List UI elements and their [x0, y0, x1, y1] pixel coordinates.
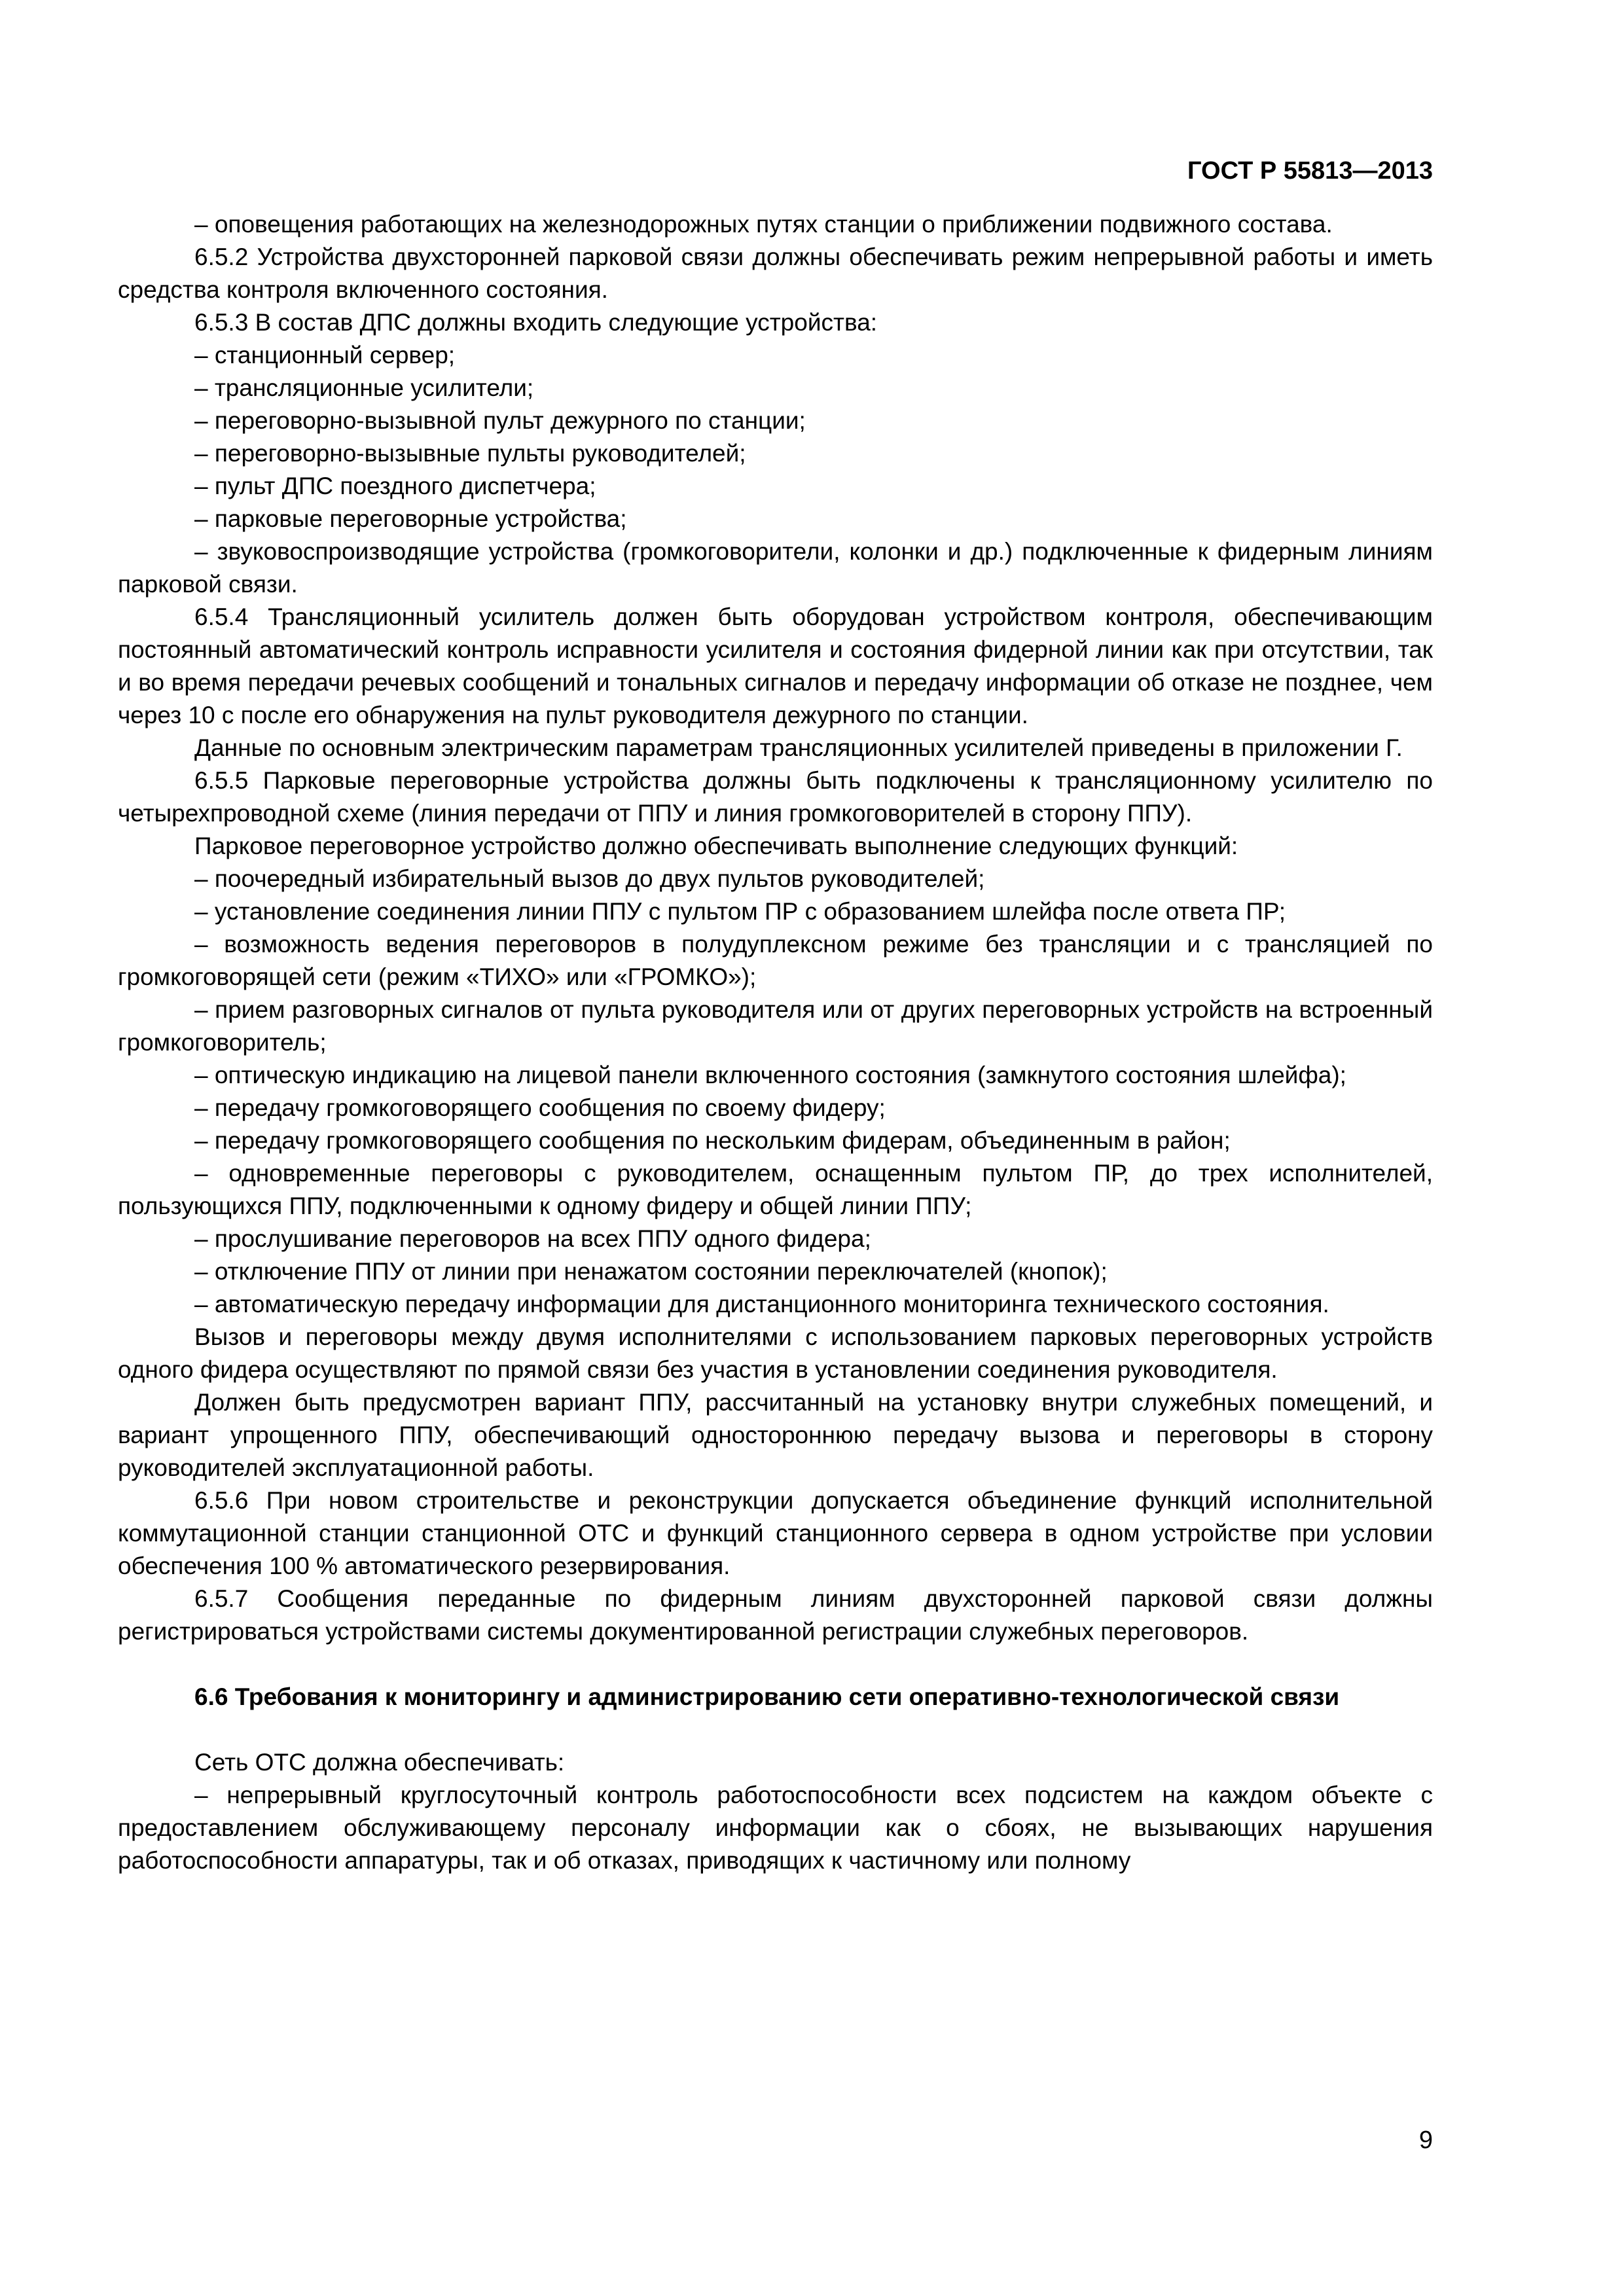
page-number: 9 [1418, 2126, 1433, 2154]
paragraph: – парковые переговорные устройства; [194, 505, 627, 532]
paragraph: – передачу громкоговорящего сообщения по своему фидеру; [194, 1094, 886, 1121]
paragraph: – оптическую индикацию на лицевой панели включенного состояния (замкнутого состояния шлейфа); [194, 1062, 1346, 1088]
paragraph: – оповещения работающих на железнодорожных путях станции о приближении подвижного состава. [194, 211, 1333, 238]
paragraph: – поочередный избирательный вызов до двух пультов руководителей; [194, 865, 985, 892]
paragraph: – прием разговорных сигналов от пульта руководителя или от других переговорных устройств на встроенный громкоговоритель; [118, 996, 1433, 1056]
paragraph: 6.5.6 При новом строительстве и реконструкции допускается объединение функций исполнительной коммутационной станции станционной ОТС и функций станционного сервера в одном устройстве при условии обеспечения 100 % автоматического резервирования. [118, 1487, 1433, 1579]
paragraph: 6.5.4 Трансляционный усилитель должен быть оборудован устройством контроля, обеспечивающим постоянный автоматический контроль исправности усилителя и состояния фидерной линии как при отсутствии, так и во время передачи речевых сообщений и тональных сигналов и передачу информации об отказе не позднее, чем через 10 с после его обнаружения на пульт руководителя дежурного по станции. [118, 603, 1433, 728]
paragraph: 6.5.2 Устройства двухсторонней парковой связи должны обеспечивать режим непрерывной работы и иметь средства контроля включенного состояния. [118, 243, 1433, 303]
paragraph: Вызов и переговоры между двумя исполнителями с использованием парковых переговорных устройств одного фидера осуществляют по прямой связи без участия в установлении соединения руководителя. [118, 1323, 1433, 1383]
document-body [118, 208, 1433, 1877]
paragraph: Сеть ОТС должна обеспечивать: [194, 1749, 565, 1776]
paragraph: – звуковоспроизводящие устройства (громкоговорители, колонки и др.) подключенные к фидерным линиям парковой связи. [118, 538, 1433, 598]
paragraph: Данные по основным электрическим параметрам трансляционных усилителей приведены в приложении Г. [194, 734, 1403, 761]
paragraph-list [118, 208, 1433, 1648]
paragraph: – передачу громкоговорящего сообщения по нескольким фидерам, объединенным в район; [194, 1127, 1231, 1154]
paragraph: – трансляционные усилители; [194, 374, 534, 401]
paragraph: – прослушивание переговоров на всех ППУ одного фидера; [194, 1225, 871, 1252]
paragraph: – одновременные переговоры с руководителем, оснащенным пультом ПР, до трех исполнителей, пользующихся ППУ, подключенными к одному фидеру и общей линии ППУ; [118, 1160, 1433, 1219]
paragraph: – отключение ППУ от линии при ненажатом состоянии переключателей (кнопок); [194, 1258, 1108, 1285]
paragraph: – переговорно-вызывные пульты руководителей; [194, 440, 746, 467]
paragraph: – непрерывный круглосуточный контроль работоспособности всех подсистем на каждом объекте с предоставлением обслуживающему персоналу информации как о сбоях, не вызывающих нарушения работоспособности аппаратуры, так и об отказах, приводящих к частичному или полному [118, 1782, 1433, 1874]
paragraph: 6.5.5 Парковые переговорные устройства должны быть подключены к трансляционному усилителю по четырехпроводной схеме (линия передачи от ППУ и линия громкоговорителей в сторону ППУ). [118, 767, 1433, 827]
paragraph: – пульт ДПС поездного диспетчера; [194, 473, 596, 499]
paragraph: – станционный сервер; [194, 342, 456, 368]
section-heading: 6.6 Требования к мониторингу и администрированию сети оперативно-технологической связи [194, 1683, 1340, 1710]
paragraph: – автоматическую передачу информации для дистанционного мониторинга технического состояния. [194, 1291, 1329, 1318]
section-paragraph-list [118, 1746, 1433, 1877]
paragraph: Парковое переговорное устройство должно обеспечивать выполнение следующих функций: [194, 833, 1238, 859]
paragraph: – установление соединения линии ППУ с пультом ПР с образованием шлейфа после ответа ПР; [194, 898, 1286, 925]
paragraph: Должен быть предусмотрен вариант ППУ, рассчитанный на установку внутри служебных помещений, и вариант упрощенного ППУ, обеспечивающий одностороннюю передачу вызова и переговоры в сторону руководителей эксплуатационной работы. [118, 1389, 1433, 1481]
paragraph: 6.5.3 В состав ДПС должны входить следующие устройства: [194, 309, 878, 336]
paragraph: 6.5.7 Сообщения переданные по фидерным линиям двухсторонней парковой связи должны регистрироваться устройствами системы документированной регистрации служебных переговоров. [118, 1585, 1433, 1645]
standard-header: ГОСТ Р 55813—2013 [1187, 157, 1433, 185]
paragraph: – возможность ведения переговоров в полудуплексном режиме без трансляции и с трансляцией по громкоговорящей сети (режим «ТИХО» или «ГРОМКО»); [118, 931, 1433, 990]
paragraph: – переговорно-вызывной пульт дежурного по станции; [194, 407, 806, 434]
